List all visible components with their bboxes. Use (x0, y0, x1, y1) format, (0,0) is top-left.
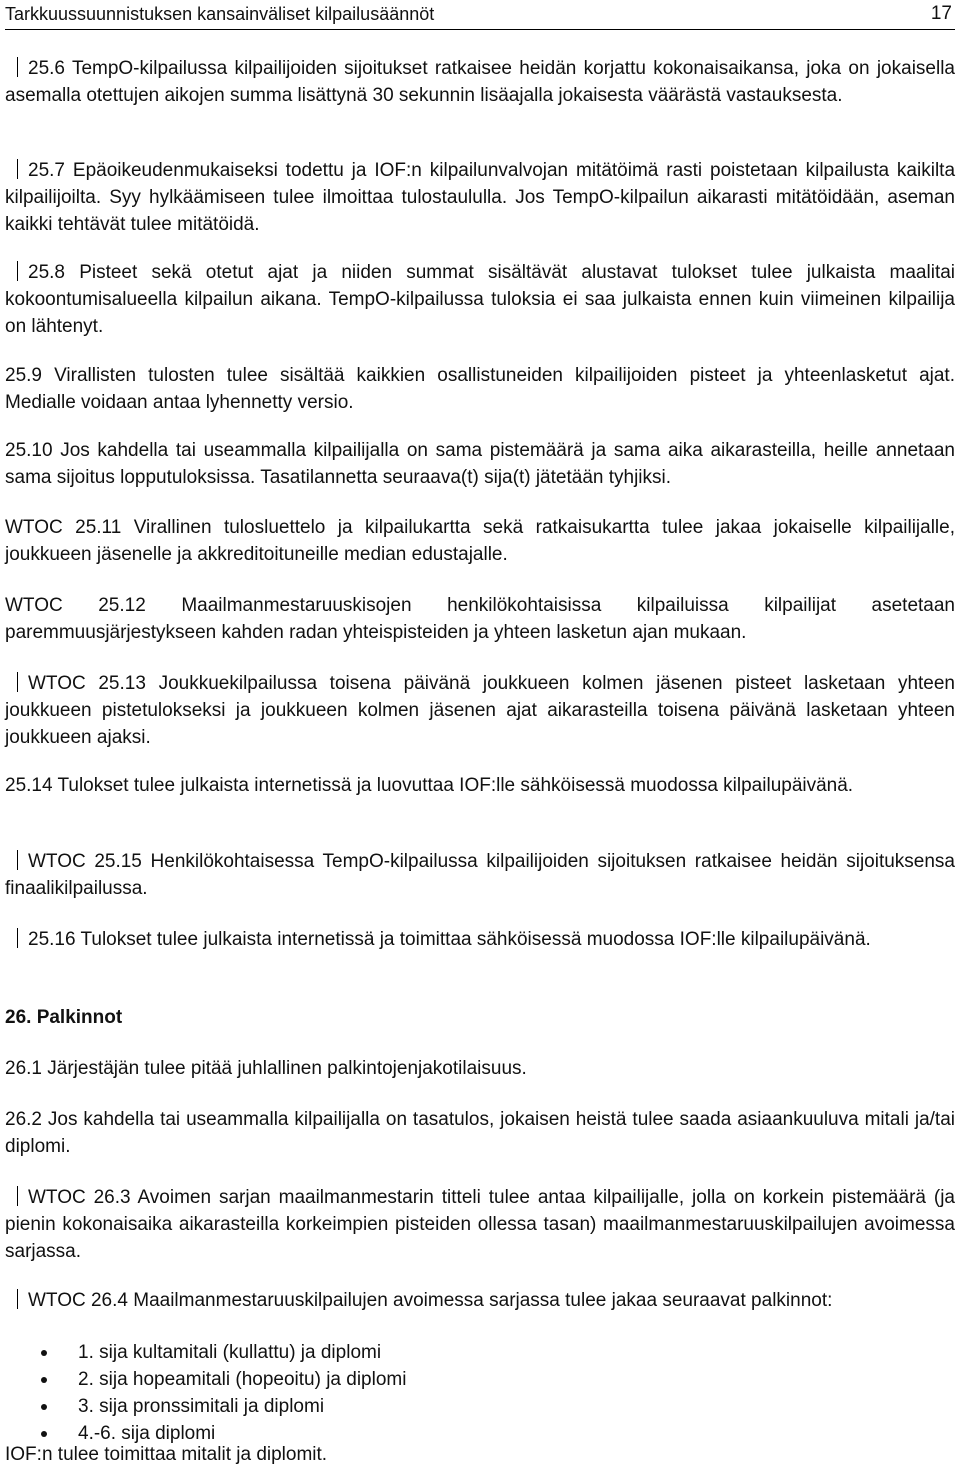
list-item (5, 1339, 605, 1366)
change-bar (17, 261, 18, 281)
closing-sentence: IOF:n tulee toimittaa mitalit ja diplomit. (5, 1444, 328, 1465)
change-bar (17, 159, 18, 179)
bullet-icon (41, 1377, 47, 1383)
document-title: Tarkkuussuunnistuksen kansainväliset kilpailusäännöt (5, 4, 435, 24)
rule-26-1 (5, 1055, 955, 1082)
rule-25-15 (5, 848, 955, 902)
bullet-icon (41, 1431, 47, 1437)
rule-25-16 (5, 926, 955, 953)
rule-text: Avoimen sarjan maailmanmestarin titteli tulee antaa kilpailijalle, jolla on korkein pistemäärä (ja pienin kokonaisaika aikarasteilla korkeimpien pisteiden ollessa tasan) maailmanmestaruuskilpailujen avoimessa sarjassa. (5, 1187, 955, 1262)
rule-25-6 (5, 55, 955, 109)
rule-text: Joukkuekilpailussa toisena päivänä joukkueen kolmen jäsenen pisteet lasketaan yhteen joukkueen pistetulokseksi ja joukkueen kolmen jäsenen ajat aikarasteilla toisena päivänä lasketaan yhteen joukkueen ajaksi. (5, 673, 955, 748)
rule-number: 25.14 (5, 775, 53, 796)
rule-text: Maailmanmestaruuskisojen henkilökohtaisissa kilpailuissa kilpailijat asetetaan paremmuusjärjestykseen kahden radan yhteispisteiden ja yhteen lasketun ajan mukaan. (5, 595, 955, 643)
rule-25-14 (5, 772, 955, 799)
rule-number: 25.6 (28, 58, 65, 79)
rule-26-4 (5, 1287, 955, 1314)
rule-number: 25.9 (5, 365, 42, 386)
rule-number: 25.16 (28, 929, 76, 950)
change-bar (17, 57, 18, 77)
list-item (5, 1366, 605, 1393)
rule-text: Jos kahdella tai useammalla kilpailijalla on sama pistemäärä ja sama aika aikarasteilla, heille annetaan sama sijoitus lopputuloksissa. Tasatilannetta seuraava(t) sija(t) jätetään tyhjiksi. (5, 440, 955, 488)
rule-text: Maailmanmestaruuskilpailujen avoimessa sarjassa tulee jakaa seuraavat palkinnot: (133, 1290, 833, 1311)
rule-text: Virallinen tulosluettelo ja kilpailukartta sekä ratkaisukartta tulee jakaa jokaiselle kilpailijalle, joukkueen jäsenelle ja akkreditoituneille median edustajalle. (5, 517, 955, 565)
rule-number: 26.1 (5, 1058, 42, 1079)
bullet-icon (41, 1350, 47, 1356)
page-number: 17 (930, 3, 952, 24)
prize-list (5, 1339, 605, 1447)
rule-25-7 (5, 157, 955, 238)
rule-25-12 (5, 592, 955, 646)
rule-text: Jos kahdella tai useammalla kilpailijalla on tasatulos, jokaisen heistä tulee saada asiaankuuluva mitali ja/tai diplomi. (5, 1109, 955, 1157)
rule-number: WTOC 26.3 (28, 1187, 131, 1208)
rule-25-11 (5, 514, 955, 568)
change-bar (17, 850, 18, 870)
rule-25-9 (5, 362, 955, 416)
change-bar (17, 928, 18, 948)
rule-number: 25.10 (5, 440, 53, 461)
list-item-text: 1. sija kultamitali (kullattu) ja diplomi (78, 1342, 382, 1363)
bullet-icon (41, 1404, 47, 1410)
rule-text: Henkilökohtaisessa TempO-kilpailussa kilpailijoiden sijoituksen ratkaisee heidän sijoituksensa finaalikilpailussa. (5, 851, 955, 899)
change-bar (17, 672, 18, 692)
rule-number: WTOC 25.15 (28, 851, 142, 872)
list-item (5, 1393, 605, 1420)
change-bar (17, 1186, 18, 1206)
list-item-text: 2. sija hopeamitali (hopeoitu) ja diplomi (78, 1369, 407, 1390)
section-heading-26: 26. Palkinnot (5, 1007, 123, 1028)
list-item-text: 4.-6. sija diplomi (78, 1423, 216, 1444)
list-item-text: 3. sija pronssimitali ja diplomi (78, 1396, 325, 1417)
rule-text: Epäoikeudenmukaiseksi todettu ja IOF:n kilpailunvalvojan mitätöimä rasti poistetaan kilpailusta kaikilta kilpailijoilta. Syy hylkäämiseen tulee ilmoittaa tulostaululla. Jos TempO-kilpailun aikarasti mitätöidään, aseman kaikki tehtävät tulee mitätöidä. (5, 160, 956, 235)
rule-text: Virallisten tulosten tulee sisältää kaikkien osallistuneiden kilpailijoiden pisteet ja yhteenlasketut ajat. Medialle voidaan antaa lyhennetty versio. (5, 365, 955, 413)
change-bar (17, 1289, 18, 1309)
rule-text: Pisteet sekä otetut ajat ja niiden summat sisältävät alustavat tulokset tulee julkaista maalitai kokoontumisalueella kilpailun aikana. TempO-kilpailussa tuloksia ei saa julkaista ennen kuin viimeinen kilpailija on lähtenyt. (5, 262, 956, 337)
rule-25-13 (5, 670, 955, 751)
rule-number: 26.2 (5, 1109, 42, 1130)
rule-25-8 (5, 259, 955, 340)
rule-number: 25.8 (28, 262, 65, 283)
rule-number: WTOC 25.11 (5, 517, 122, 538)
page-header (5, 2, 955, 30)
rule-text: Järjestäjän tulee pitää juhlallinen palkintojenjakotilaisuus. (47, 1058, 527, 1079)
rule-number: WTOC 26.4 (28, 1290, 128, 1311)
rule-text: Tulokset tulee julkaista internetissä ja toimittaa sähköisessä muodossa IOF:lle kilpailupäivänä. (80, 929, 871, 950)
rule-number: WTOC 25.13 (28, 673, 146, 694)
rule-26-3 (5, 1184, 955, 1265)
rule-text: Tulokset tulee julkaista internetissä ja luovuttaa IOF:lle sähköisessä muodossa kilpailupäivänä. (57, 775, 854, 796)
rule-number: WTOC 25.12 (5, 595, 146, 616)
rule-number: 25.7 (28, 160, 65, 181)
rule-26-2 (5, 1106, 955, 1160)
rule-25-10 (5, 437, 955, 491)
rule-text: TempO-kilpailussa kilpailijoiden sijoitukset ratkaisee heidän korjattu kokonaisaikansa, joka on jokaisella asemalla otettujen aikojen summa lisättynä 30 sekunnin lisäajalla jokaisesta väärästä vastauksesta. (5, 58, 955, 106)
